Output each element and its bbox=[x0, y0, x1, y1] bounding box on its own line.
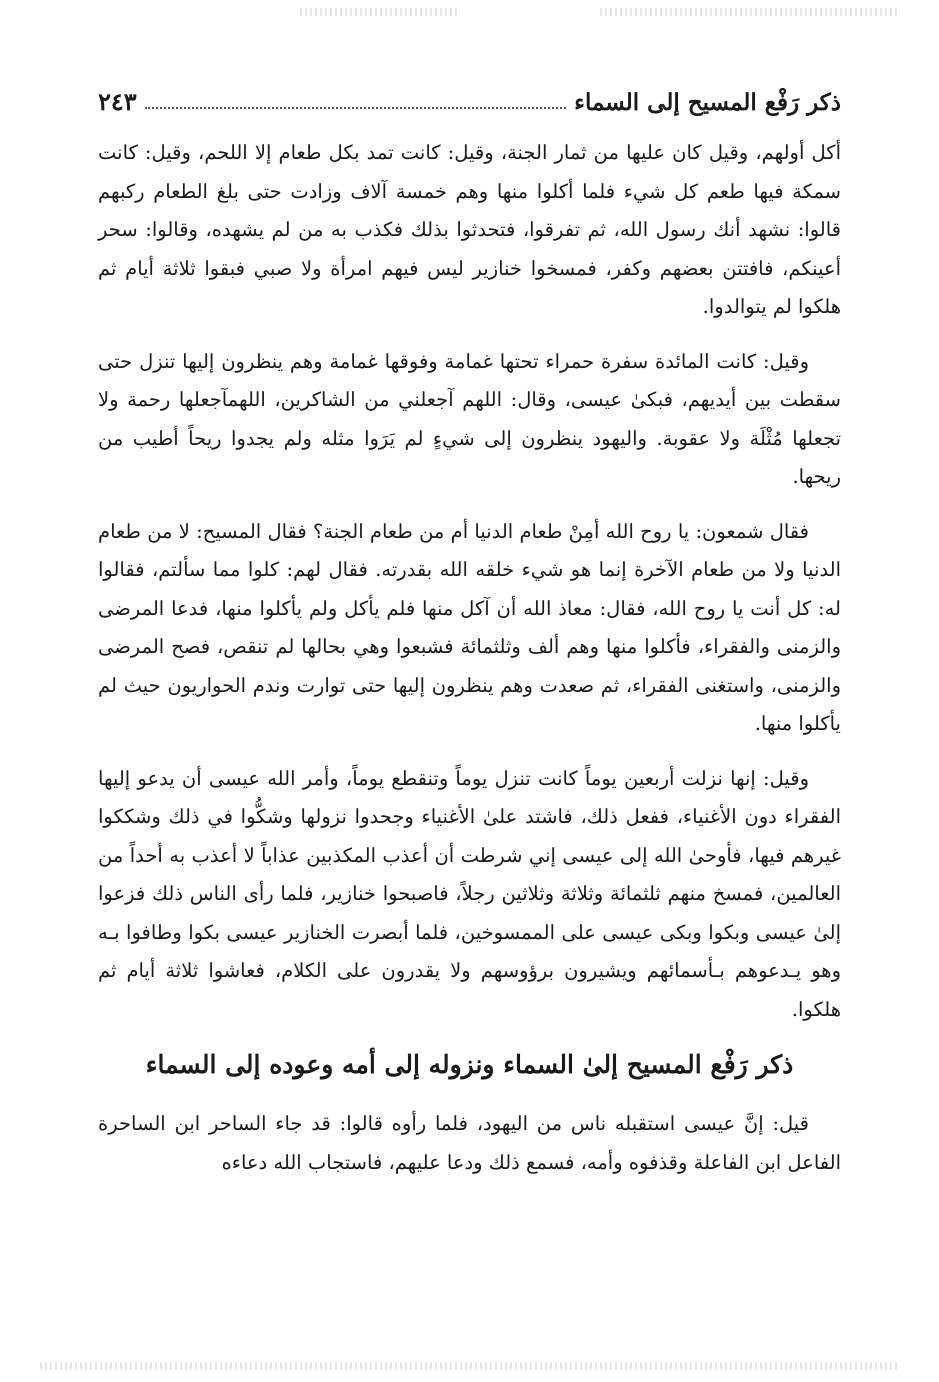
paragraph-3: فقال شمعون: يا روح الله أمِنْ طعام الدنيا أم من طعام الجنة؟ فقال المسيح: لا من طعام الدنيا ولا من طعام الآخرة إنما هو شيء خلقه الله بقدرته. فقال لهم: كلوا مما سألتم، فقالوا له: كل أنت يا روح الله، فقال: معاذ الله أن آكل منها فلم يأكل ولم يأكلوا منها، فدعا المرضى والزمنى والفقراء، فأكلوا منها وهم ألف وثلثمائة فشبعوا وهي بحالها لم تنقص، فصح المرضى والزمنى، واستغنى الفقراء، ثم صعدت وهم ينظرون إليها حتى توارت وندم الحواريون حيث لم يأكلوا منها. bbox=[98, 519, 841, 735]
scan-noise-bottom bbox=[40, 1362, 900, 1370]
section-heading: ذكر رَفْع المسيح إلىٰ السماء ونزوله إلى أمه وعوده إلى السماء bbox=[145, 1050, 794, 1079]
paragraph-4: وقيل: إنها نزلت أربعين يوماً كانت تنزل يوماً وتنقطع يوماً، وأمر الله عيسى أن يدعو إليها الفقراء دون الأغنياء، ففعل ذلك، فاشتد علىٰ الأغنياء وجحدوا نزولها وشكُّوا في ذلك وشككوا غيرهم فيها، فأوحىٰ الله إلى عيسى إني شرطت أن أعذب المكذبين عذاباً لا أعذب به أحداً من العالمين، فمسخ منهم ثلثمائة وثلاثة وثلاثين رجلاً، فاصبحوا خنازير، فلما رأى الناس ذلك فزعوا إلىٰ عيسى وبكوا وبكى عيسى على الممسوخين، فلما أبصرت الخنازير عيسى بكوا وطافوا بـه وهو يـدعوهم بـأسمائهم ويشيرون برؤوسهم ولا يقدرون على الكلام، فعاشوا ثلاثة أيام ثم هلكوا. bbox=[98, 766, 841, 1021]
scan-noise-top bbox=[300, 8, 460, 16]
running-title: ذكر رَفْع المسيح إلى السماء bbox=[574, 89, 841, 116]
paragraph-2: وقيل: كانت المائدة سفرة حمراء تحتها غمامة وفوقها غمامة وهم ينظرون إليها تنزل حتى سقطت بين أيديهم، فبكىٰ عيسى، وقال: اللهم آجعلني من الشاكرين، اللهمآجعلها رحمة ولا تجعلها مُثْلَة ولا عقوبة. واليهود ينظرون إلى شيءٍ لم يَرَوا مثله ولم يجدوا ريحاً أطيب من ريحها. bbox=[98, 349, 841, 488]
paragraph-1: أكل أولهم، وقيل كان عليها من ثمار الجنة، وقيل: كانت تمد بكل طعام إلا اللحم، وقيل: كانت سمكة فيها طعم كل شيء فلما أكلوا منها وهم خمسة آلاف وزادت حتى بلغ الطعام ركبهم قالوا: نشهد أنك رسول الله، ثم تفرقوا، فتحدثوا بذلك فكذب به من لم يشهده، وقالوا: سحر أعينكم، فافتتن بعضهم وكفر، فمسخوا خنازير ليس فيهم امرأة ولا صبي فبقوا ثلاثة أيام ثم هلكوا لم يتوالدوا. bbox=[98, 141, 841, 318]
page-body bbox=[98, 134, 841, 1198]
scan-noise-top-right bbox=[600, 8, 900, 16]
running-header bbox=[98, 78, 841, 114]
paragraph-5: قيل: إنَّ عيسى استقبله ناس من اليهود، فلما رأوه قالوا: قد جاء الساحر ابن الساحرة الفاعل ابن الفاعلة وقذفوه وأمه، فسمع ذلك ودعا عليهم، فاستجاب الله دعاءه bbox=[98, 1112, 841, 1174]
page-number: ٢٤٣ bbox=[98, 87, 137, 116]
header-dotted-leader bbox=[145, 107, 566, 109]
